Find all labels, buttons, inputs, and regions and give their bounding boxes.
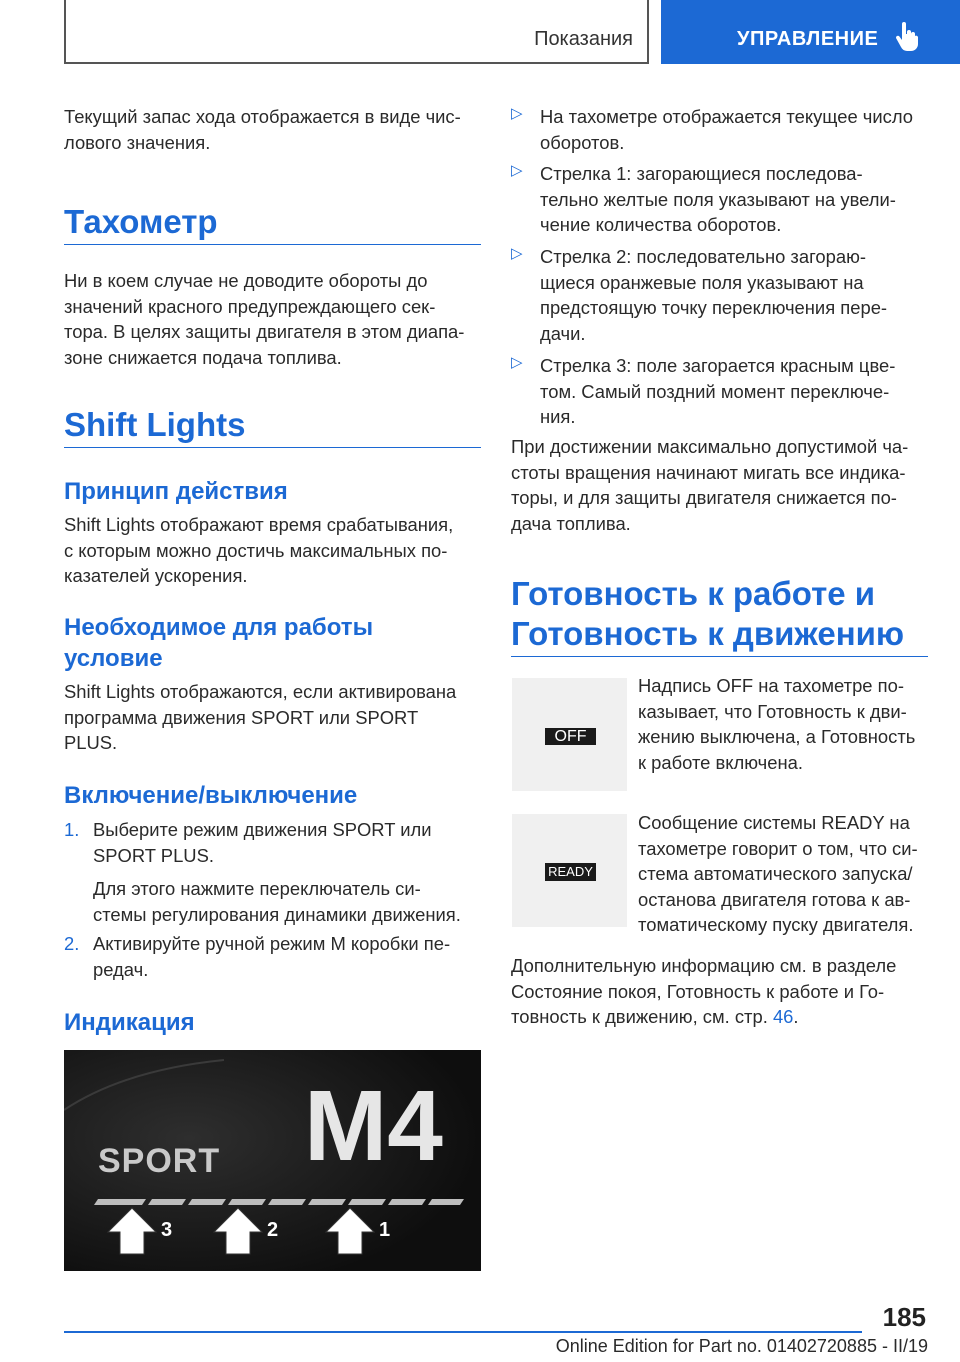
page-number: 185 [882,1302,926,1332]
readiness-heading: Готовность к работе и Готовность к движению [511,574,928,657]
list-item [511,104,928,155]
hand-pointer-icon [895,22,919,52]
ready-text: Сообщение системы READY на тахометре говорит о том, что си- стема автоматического запуска/ останова двигателя готова к ав- томатическому пуску двигателя. [638,812,918,935]
header-tab-controls-label: УПРАВЛЕНИЕ [737,28,879,50]
bullet-text: На тахометре отображается текущее число оборотов. [540,106,914,153]
triangle-bullet-icon: ▷ [511,354,523,371]
onoff-heading: Включение/выключение [64,782,358,809]
tachometer-heading: Тахометр [64,202,481,245]
bullet-text: Стрелка 2: последовательно загораю- щиеся оранжевые поля указывают на предстоящую точку переключения пере- дачи. [540,246,888,344]
list-item [511,244,928,346]
gear-indicator: M4 [304,1070,443,1182]
shift-lights-image [64,1050,481,1271]
max-rpm-text: При достижении максимально допустимой ча- стоты вращения начинают мигать все индика- торы, и для защиты двигателя снижается по- дача топлива. [511,436,909,534]
display-heading: Индикация [64,1009,195,1036]
list-item [64,817,481,927]
conditions-heading: Необходимое для работы условие [64,614,374,672]
ready-indicator-image [512,814,627,927]
header-tab-controls[interactable] [661,0,960,64]
more-info-body: Дополнительную информацию см. в разделе Состояние покоя, Готовность к работе и Го- товность к движению, см. стр. [511,955,897,1027]
footer-divider [64,1331,862,1333]
bullet-text: Стрелка 3: поле загорается красным цве- том. Самый поздний момент переключе- ния. [540,355,896,427]
triangle-bullet-icon: ▷ [511,105,523,122]
step-number: 1. [64,819,80,840]
shift-lights-heading: Shift Lights [64,405,481,448]
off-indicator-image [512,678,627,791]
step-subtext: Для этого нажмите переключатель си- стемы регулирования динамики движения. [93,878,461,925]
conditions-text: Shift Lights отображаются, если активирована программа движения SPORT или SPORT PLUS. [64,681,457,753]
ready-badge: READY [545,863,596,881]
triangle-bullet-icon: ▷ [511,162,523,179]
range-intro-text: Текущий запас хода отображается в виде чис- лового значения. [64,106,461,153]
arrow-label-3: 3 [161,1219,173,1241]
header-tab-displays[interactable] [64,0,649,64]
more-info-text [511,953,928,1030]
sport-mode-label: SPORT [98,1142,221,1180]
arrow-label-1: 1 [379,1219,391,1241]
list-item [64,931,481,982]
arrow-label-2: 2 [267,1219,279,1241]
header-tab-displays-label: Показания [534,28,633,50]
step-number: 2. [64,933,80,954]
tachometer-text: Ни в коем случае не доводите обороты до значений красного предупреждающего сек- тора. В целях защиты двигателя в этом диапа- зоне снижается подача топлива. [64,270,465,368]
list-item [511,353,928,430]
off-badge: OFF [545,728,596,745]
more-info-end: . [793,1006,799,1027]
step-text: Выберите режим движения SPORT или SPORT PLUS. [93,819,432,866]
page-reference-link[interactable]: 46 [772,1006,794,1027]
bullet-text: Стрелка 1: загорающиеся последова- тельно желтые поля указывают на увели- чение количества оборотов. [540,163,896,235]
edition-footer: Online Edition for Part no. 01402720885 - II/19 [555,1336,928,1356]
principle-heading: Принцип действия [64,478,288,505]
list-item [511,161,928,238]
triangle-bullet-icon: ▷ [511,245,523,262]
off-text: Надпись OFF на тахометре по- казывает, что Готовность к дви- жению выключена, а Готовность к работе включена. [638,675,916,773]
step-text: Активируйте ручной режим M коробки пе- редач. [93,933,451,980]
principle-text: Shift Lights отображают время срабатывания, с которым можно достичь максимальных по- казателей ускорения. [64,514,454,586]
